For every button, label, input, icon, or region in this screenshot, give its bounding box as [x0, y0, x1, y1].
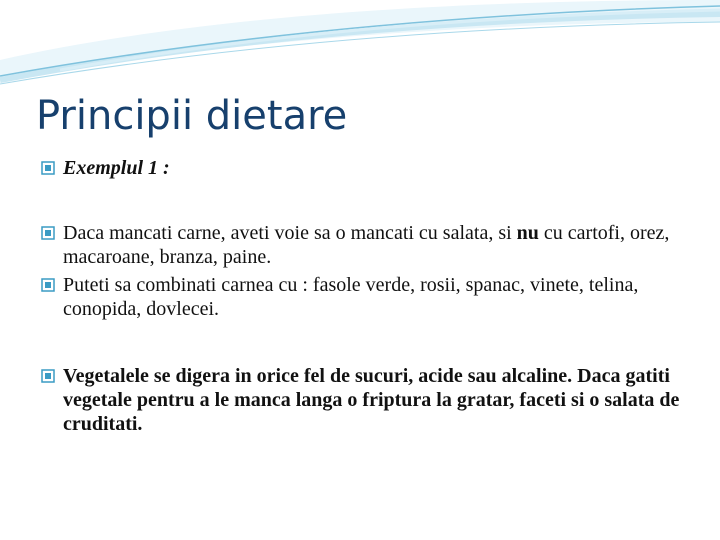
slide-body: [36, 156, 686, 436]
bullet-icon: [40, 160, 56, 176]
example-heading-text: Exemplul 1 :: [63, 157, 170, 179]
example-heading: [36, 156, 686, 180]
paragraph-1-emphasis: nu: [516, 222, 539, 244]
bullet-icon: [40, 368, 56, 384]
paragraph-combinations: [36, 273, 686, 321]
header-wave-decoration: [0, 0, 720, 100]
paragraph-1-lead: Daca mancati carne, aveti voie sa o mancati cu salata, si: [63, 222, 517, 244]
paragraph-3-text: Vegetalele se digera in orice fel de sucuri, acide sau alcaline. Daca gatiti vegetale pentru a le manca langa o friptura la gratar, faceti si o salata de cruditati.: [63, 365, 680, 435]
paragraph-meat-salad: [36, 221, 686, 269]
bullet-icon: [40, 277, 56, 293]
slide-title: Principii dietare: [36, 93, 348, 139]
bullet-icon: [40, 225, 56, 241]
paragraph-vegetables: [36, 364, 686, 436]
paragraph-1-tail: cu cartofi, orez, macaroane, branza, paine.: [63, 222, 670, 268]
paragraph-2-text: Puteti sa combinati carnea cu : fasole verde, rosii, spanac, vinete, telina, conopida, dovlecei.: [63, 274, 639, 320]
